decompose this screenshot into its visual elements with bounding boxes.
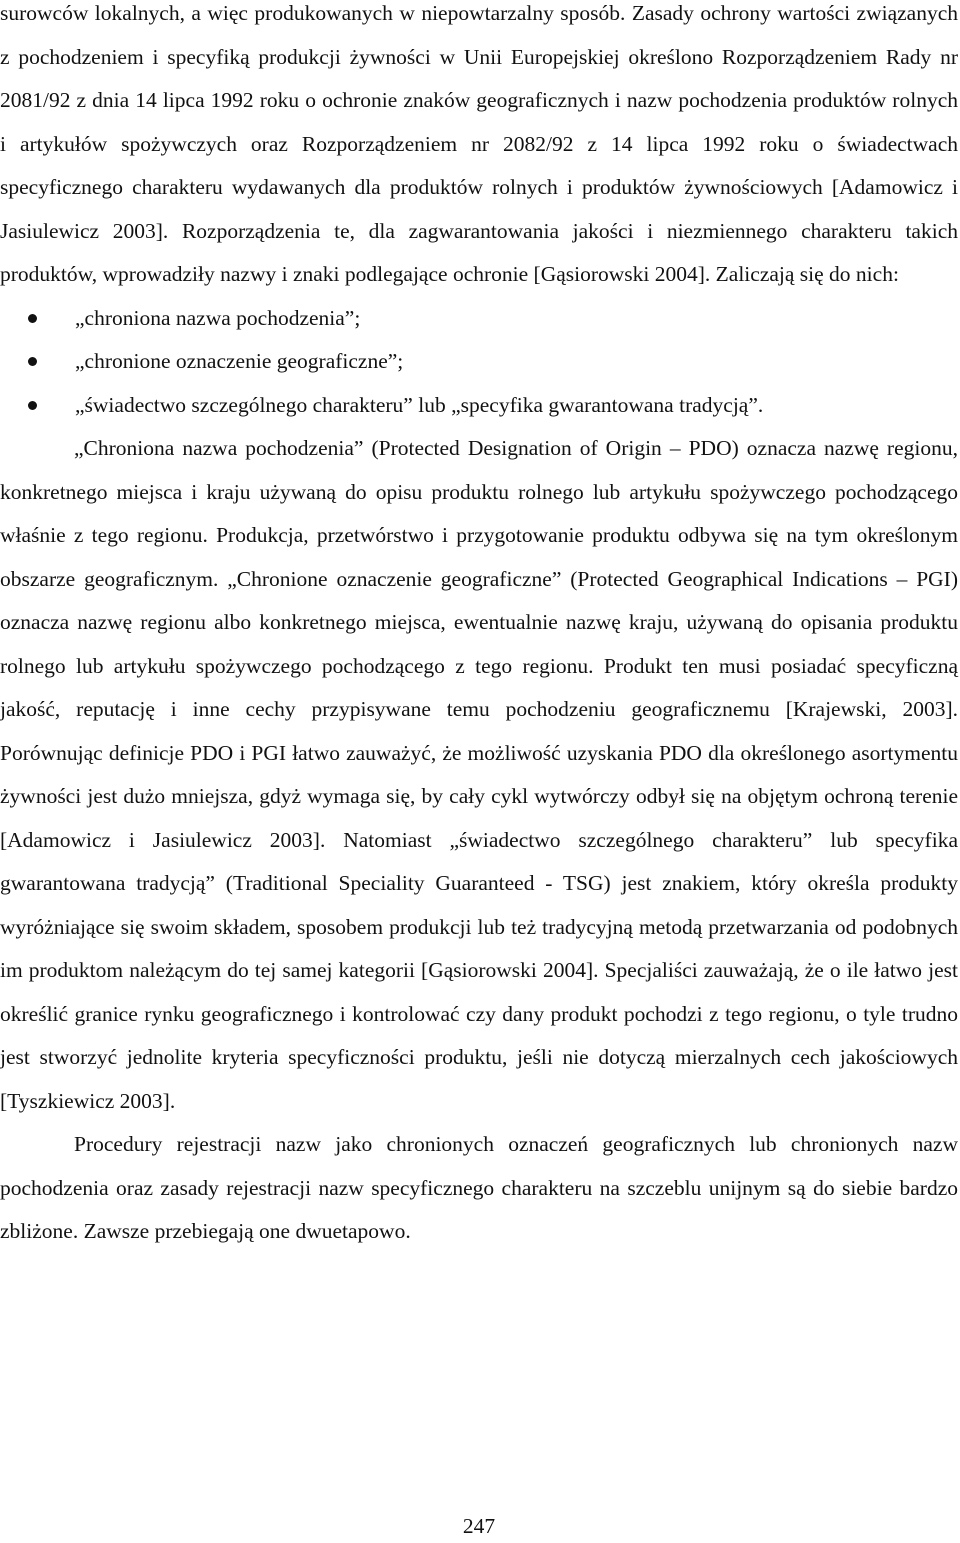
bullet-icon (28, 357, 37, 366)
list-item (0, 384, 958, 428)
bullet-icon (28, 401, 37, 410)
bullet-icon (28, 314, 37, 323)
protected-names-list (0, 297, 958, 428)
list-item-text: „chroniona nazwa pochodzenia”; (75, 305, 361, 330)
list-item-text: „świadectwo szczególnego charakteru” lub „specyfika gwarantowana tradycją”. (75, 392, 764, 417)
paragraph-registration-procedures: Procedury rejestracji nazw jako chronionych oznaczeń geograficznych lub chronionych nazw pochodzenia oraz zasady rejestracji nazw specyficznego charakteru na szczeblu unijnym są do siebie bardzo zbliżone. Zawsze przebiegają one dwuetapowo. (0, 1132, 958, 1243)
list-item (0, 297, 958, 341)
page-number: 247 (462, 1514, 496, 1538)
list-item-text: „chronione oznaczenie geograficzne”; (75, 349, 404, 373)
paragraph-pdo-pgi-tsg-definitions: „Chroniona nazwa pochodzenia” (Protected Designation of Origin – PDO) oznacza nazwę regionu, konkretnego miejsca i kraju używaną do opisu produktu rolnego lub artykułu spożywczego pochodzącego właśnie z tego regionu. Produkcja, przetwórstwo i przygotowanie produktu odbywa się na tym określonym obszarze geograficznym. „Chronione oznaczenie geograficzne” (Protected Geographical Indications – PGI) oznacza nazwę regionu albo konkretnego miejsca, ewentualnie nazwę kraju, używaną do opisania produktu rolnego lub artykułu spożywczego pochodzącego z tego regionu. Produkt ten musi posiadać specyficzną jakość, reputację i inne cechy przypisywane temu pochodzeniu geograficznemu [Krajewski, 2003]. Porównując definicje PDO i PGI łatwo zauważyć, że możliwość uzyskania PDO dla określonego asortymentu żywności jest dużo mniejsza, gdyż wymaga się, by cały cykl wytwórczy odbył się na objętym ochroną terenie [Adamowicz i Jasiulewicz 2003]. Natomiast „świadectwo szczególnego charakteru” lub specyfika gwarantowana tradycją” (Traditional Speciality Guaranteed - TSG) jest znakiem, który określa produkty wyróżniające się swoim składem, sposobem produkcji lub też tradycyjną metodą przetwarzania od podobnych im produktom należącym do tej samej kategorii [Gąsiorowski 2004]. Specjaliści zauważają, że o ile łatwo jest określić granice rynku geograficznego i kontrolować czy dany produkt pochodzi z tego regionu, o tyle trudno jest stworzyć jednolite kryteria specyficzności produktu, jeśli nie dotyczą mierzalnych cech jakościowych [Tyszkiewicz 2003]. (0, 436, 958, 1113)
list-item (0, 340, 958, 384)
paragraph-origin-protection-intro: surowców lokalnych, a więc produkowanych w niepowtarzalny sposób. Zasady ochrony wartości związanych z pochodzeniem i specyfiką produkcji żywności w Unii Europejskiej określono Rozporządzeniem Rady nr 2081/92 z dnia 14 lipca 1992 roku o ochronie znaków geograficznych i nazw pochodzenia produktów rolnych i artykułów spożywczych oraz Rozporządzeniem nr 2082/92 z 14 lipca 1992 roku o świadectwach specyficznego charakteru wydawanych dla produktów rolnych i produktów żywnościowych [Adamowicz i Jasiulewicz 2003]. Rozporządzenia te, dla zagwarantowania jakości i niezmiennego charakteru takich produktów, wprowadziły nazwy i znaki podlegające ochronie [Gąsiorowski 2004]. Zaliczają się do nich: (0, 1, 958, 286)
